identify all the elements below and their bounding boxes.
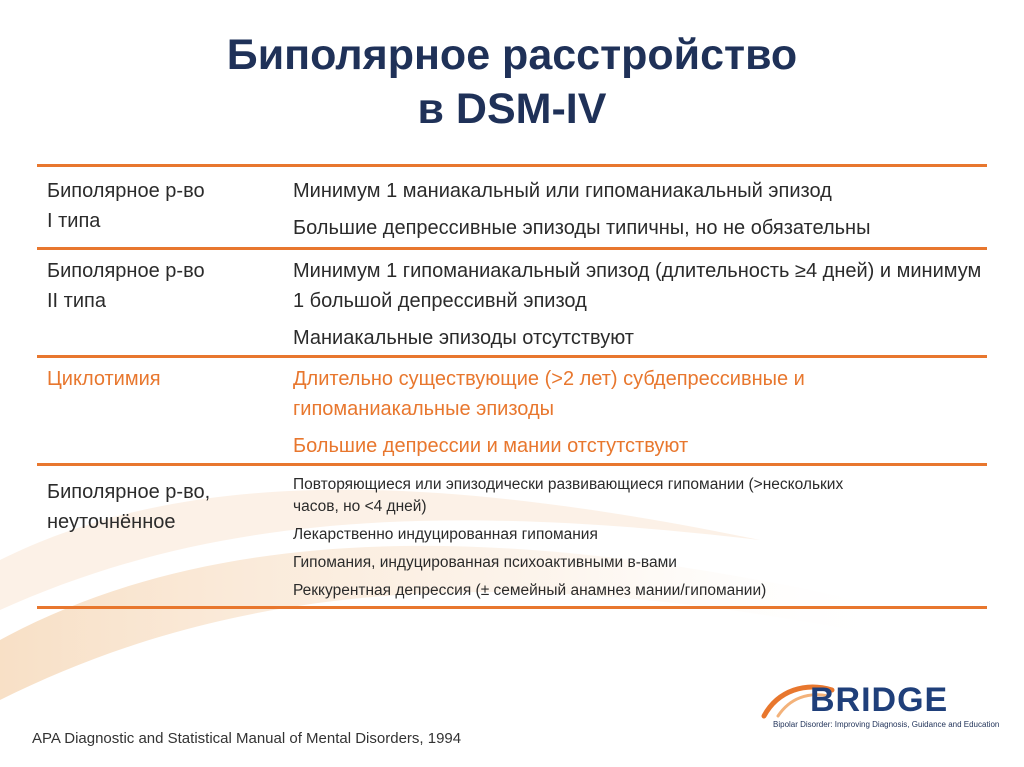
row-label <box>47 256 293 353</box>
title-line-2: в DSM-IV <box>417 85 607 133</box>
title-line-1: Биполярное расстройство <box>226 31 798 79</box>
row-label-line: Биполярное р-во <box>47 180 205 202</box>
source-citation: APA Diagnostic and Statistical Manual of Mental Disorders, 1994 <box>32 730 462 747</box>
table-row-bipolar-1 <box>37 167 987 247</box>
criterion: Большие депрессивные эпизоды типичны, но не обязательны <box>293 217 871 239</box>
criterion: Большие депрессии и мании отстутствуют <box>293 435 689 457</box>
row-criteria <box>293 176 987 243</box>
criterion: Маниакальные эпизоды отсутствуют <box>293 327 634 349</box>
logo-tagline: Bipolar Disorder: Improving Diagnosis, Guidance and Education <box>773 720 1000 729</box>
row-label <box>47 176 293 243</box>
table-row-bipolar-nos <box>37 466 987 606</box>
criterion: Гипомания, индуцированная психоактивными в-вами <box>293 554 677 571</box>
table-row-cyclothymia <box>37 358 987 463</box>
criterion: Минимум 1 гипоманиакальный эпизод (длительность ≥4 дней) и минимум 1 большой депрессивнй эпизод <box>293 260 982 312</box>
row-criteria <box>293 474 987 602</box>
table-rule <box>37 606 987 609</box>
row-criteria <box>293 256 987 353</box>
criterion: Реккурентная депрессия (± семейный анамнез мании/гипомании) <box>293 582 767 599</box>
row-criteria <box>293 364 987 461</box>
row-label <box>47 364 293 461</box>
row-label <box>47 474 293 602</box>
row-label-line: Биполярное р-во <box>47 260 205 282</box>
row-label-line: I типа <box>47 210 101 232</box>
criterion: Повторяющиеся или эпизодически развивающиеся гипомании (>нескольких часов, но <4 дней) <box>293 476 844 515</box>
page-title <box>0 28 1024 136</box>
row-label-line: Биполярное р-во, <box>47 481 211 503</box>
bridge-logo <box>760 676 1010 736</box>
criterion: Минимум 1 маниакальный или гипоманиакальный эпизод <box>293 180 832 202</box>
row-label-line: Циклотимия <box>47 368 161 390</box>
row-label-line: неуточнённое <box>47 511 176 533</box>
classification-table <box>37 164 987 609</box>
criterion: Лекарственно индуцированная гипомания <box>293 526 598 543</box>
row-label-line: II типа <box>47 290 106 312</box>
criterion: Длительно существующие (>2 лет) субдепрессивные и гипоманиакальные эпизоды <box>293 368 805 420</box>
logo-wordmark: BRIDGE <box>810 681 949 719</box>
table-row-bipolar-2 <box>37 250 987 355</box>
